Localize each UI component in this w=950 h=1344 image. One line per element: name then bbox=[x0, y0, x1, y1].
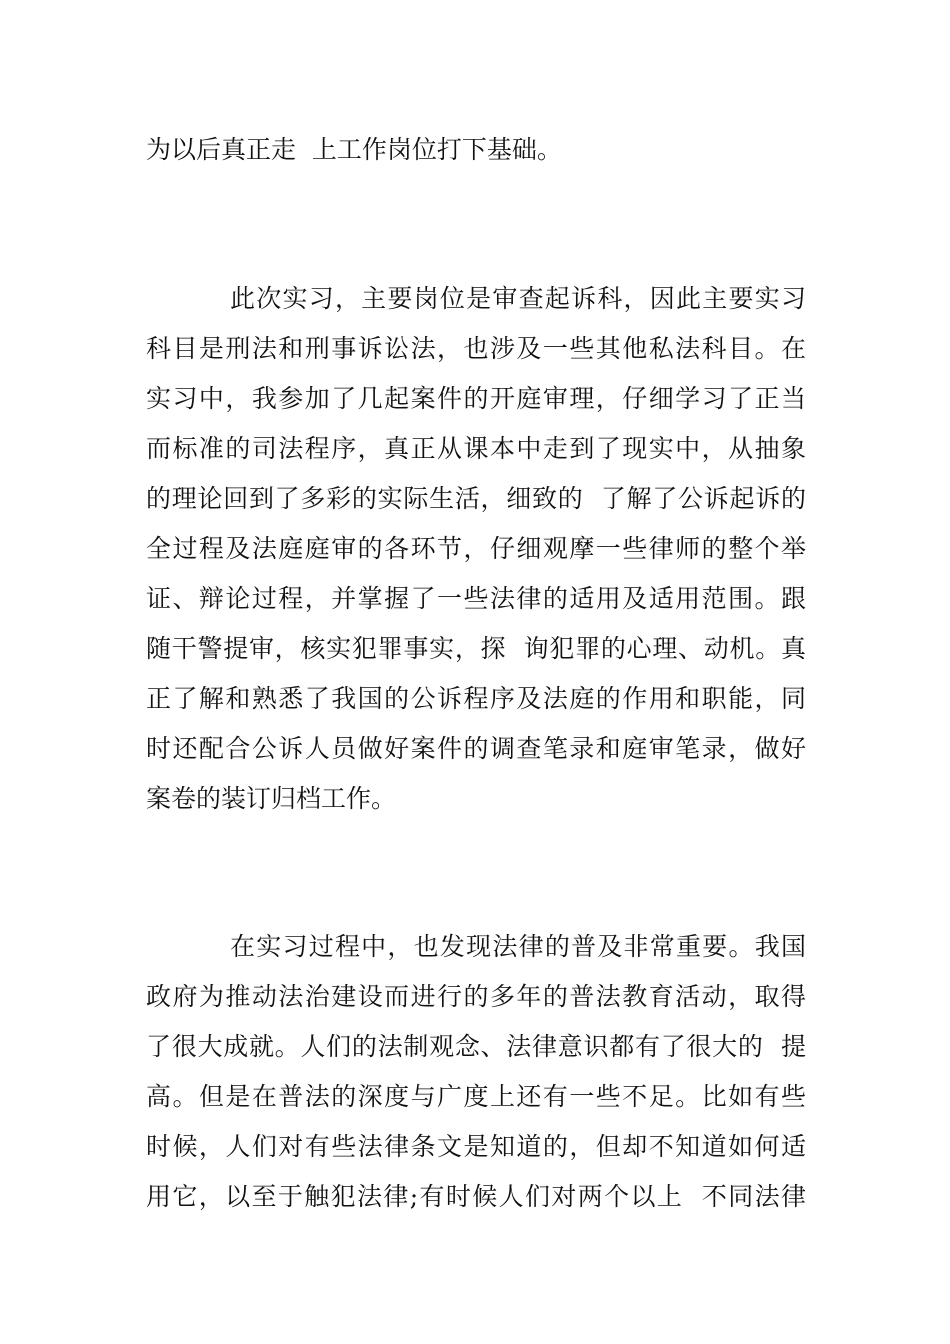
paragraph-2-line-11: 案卷的装订归档工作。 bbox=[146, 784, 397, 813]
paragraph-2-line-2: 科目是刑法和刑事诉讼法，也涉及一些其他私法科目。在 bbox=[146, 334, 806, 363]
paragraph-3-line-2: 政府为推动法治建设而进行的多年的普法教育活动，取得 bbox=[146, 982, 806, 1011]
paragraph-2-line-6: 全过程及法庭庭审的各环节，仔细观摩一些律师的整个举 bbox=[146, 534, 806, 563]
paragraph-3-line-6: 用它，以至于触犯法律;有时候人们对两个以上 不同法律 bbox=[146, 1182, 806, 1211]
paragraph-2-line-7: 证、辩论过程，并掌握了一些法律的适用及适用范围。跟 bbox=[146, 584, 806, 613]
paragraph-2-line-9: 正了解和熟悉了我国的公诉程序及法庭的作用和职能，同 bbox=[146, 684, 806, 713]
paragraph-2-line-1: 此次实习，主要岗位是审查起诉科，因此主要实习 bbox=[230, 284, 806, 313]
paragraph-2-line-3: 实习中，我参加了几起案件的开庭审理，仔细学习了正当 bbox=[146, 384, 806, 413]
paragraph-2-line-8: 随干警提审，核实犯罪事实，探 询犯罪的心理、动机。真 bbox=[146, 634, 806, 663]
paragraph-3-line-3: 了很大成就。人们的法制观念、法律意识都有了很大的 提 bbox=[146, 1032, 806, 1061]
paragraph-3-line-4: 高。但是在普法的深度与广度上还有一些不足。比如有些 bbox=[146, 1082, 806, 1111]
paragraph-3-line-1: 在实习过程中，也发现法律的普及非常重要。我国 bbox=[230, 932, 806, 961]
paragraph-3-line-5: 时候，人们对有些法律条文是知道的，但却不知道如何适 bbox=[146, 1132, 806, 1161]
paragraph-2-line-5: 的理论回到了多彩的实际生活，细致的 了解了公诉起诉的 bbox=[146, 484, 806, 513]
paragraph-1-line-1: 为以后真正走 上工作岗位打下基础。 bbox=[146, 135, 562, 164]
paragraph-2-line-4: 而标准的司法程序，真正从课本中走到了现实中，从抽象 bbox=[146, 434, 806, 463]
paragraph-2-line-10: 时还配合公诉人员做好案件的调查笔录和庭审笔录，做好 bbox=[146, 734, 806, 763]
